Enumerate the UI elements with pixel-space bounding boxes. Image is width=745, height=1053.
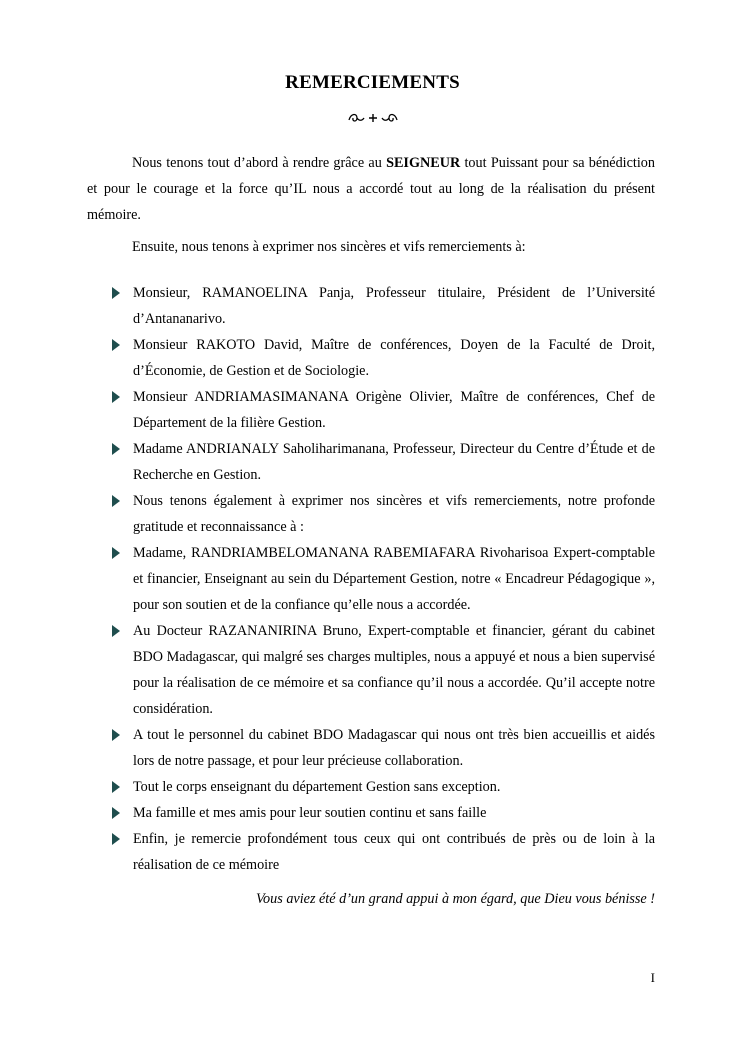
page-number: I: [650, 970, 655, 985]
list-item: [110, 722, 655, 774]
list-item: [110, 488, 655, 540]
list-item: [110, 436, 655, 488]
list-item-text: Monsieur, RAMANOELINA Panja, Professeur titulaire, Président de l’Université d’Antananarivo.: [133, 285, 655, 327]
arrow-bullet-icon: [112, 833, 120, 845]
arrow-bullet-icon: [112, 339, 120, 351]
list-item-text: Au Docteur RAZANANIRINA Bruno, Expert-comptable et financier, gérant du cabinet BDO Madagascar, qui malgré ses charges multiples, nous a appuyé et nous a bien supervisé pour la réalisation de ce mémoire et sa confiance qu’il nous a accordée. Qu’il accepte notre considération.: [133, 623, 655, 717]
list-item-text: A tout le personnel du cabinet BDO Madagascar qui nous ont très bien accueillis et aidés lors de notre passage, et pour leur précieuse collaboration.: [133, 727, 655, 769]
arrow-bullet-icon: [112, 547, 120, 559]
arrow-bullet-icon: [112, 781, 120, 793]
intro-paragraph: [87, 150, 655, 228]
arrow-bullet-icon: [112, 495, 120, 507]
ornament-flourish-icon: [347, 111, 399, 125]
page-title: REMERCIEMENTS: [285, 72, 460, 93]
list-item-text: Madame, RANDRIAMBELOMANANA RABEMIAFARA Rivoharisoa Expert-comptable et financier, Enseignant au sein du Département Gestion, notre « Encadreur Pédagogique », pour son soutien et de la confiance qu’elle nous a accordée.: [133, 545, 655, 613]
arrow-bullet-icon: [112, 391, 120, 403]
intro-highlight: SEIGNEUR: [386, 155, 461, 171]
list-item: [110, 332, 655, 384]
list-item-text: Enfin, je remercie profondément tous ceux qui ont contribués de près ou de loin à la réalisation de ce mémoire: [133, 831, 655, 873]
list-item-text: Monsieur RAKOTO David, Maître de conférences, Doyen de la Faculté de Droit, d’Économie, de Gestion et de Sociologie.: [133, 337, 655, 379]
arrow-bullet-icon: [112, 443, 120, 455]
intro-text-before: Nous tenons tout d’abord à rendre grâce au: [132, 155, 387, 171]
list-item: [110, 280, 655, 332]
thanks-list: [110, 280, 655, 878]
intro-text-after: tout Puissant pour sa bénédiction et pour le courage et la force qu’IL nous a accordé tout au long de la réalisation du présent mémoire.: [87, 155, 655, 223]
list-item: [110, 540, 655, 618]
list-item: [110, 384, 655, 436]
list-item: [110, 618, 655, 722]
list-item-text: Nous tenons également à exprimer nos sincères et vifs remerciements, notre profonde gratitude et reconnaissance à :: [133, 493, 655, 535]
list-item: [110, 826, 655, 878]
arrow-bullet-icon: [112, 287, 120, 299]
list-item-text: Madame ANDRIANALY Saholiharimanana, Professeur, Directeur du Centre d’Étude et de Recherche en Gestion.: [133, 441, 655, 483]
list-item-text: Monsieur ANDRIAMASIMANANA Origène Olivier, Maître de conférences, Chef de Département de la filière Gestion.: [133, 389, 655, 431]
arrow-bullet-icon: [112, 807, 120, 819]
thanks-intro-paragraph: Ensuite, nous tenons à exprimer nos sincères et vifs remerciements à:: [132, 239, 526, 255]
closing-line: Vous aviez été d’un grand appui à mon égard, que Dieu vous bénisse !: [255, 891, 655, 907]
list-item: [110, 774, 655, 800]
list-item-text: Ma famille et mes amis pour leur soutien continu et sans faille: [133, 805, 487, 821]
list-item: [110, 800, 655, 826]
list-item-text: Tout le corps enseignant du département Gestion sans exception.: [133, 779, 501, 795]
arrow-bullet-icon: [112, 625, 120, 637]
arrow-bullet-icon: [112, 729, 120, 741]
